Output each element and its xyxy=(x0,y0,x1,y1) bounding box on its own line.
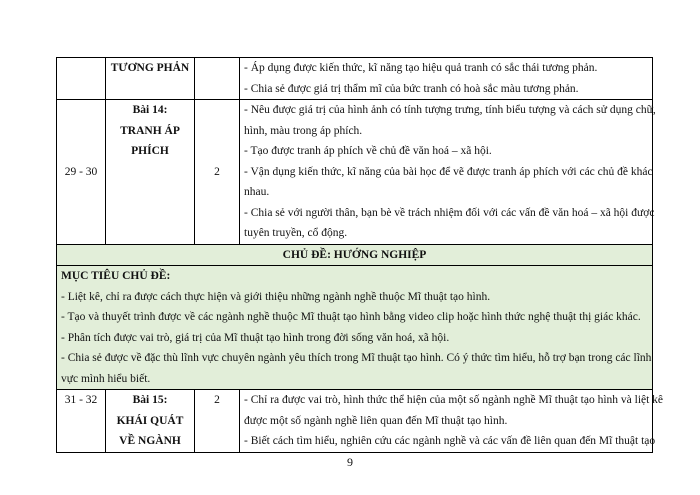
hours-cell xyxy=(195,58,240,100)
content-line: - Chỉ ra được vai trò, hình thức thể hiện của một số ngành nghề Mĩ thuật tạo hình và liệt kê xyxy=(244,394,664,406)
goal-line: - Tạo và thuyết trình được về các ngành nghề thuộc Mĩ thuật tạo hình bằng video clip hoặc hình thức nghệ thuật thị giác khác. xyxy=(61,311,641,323)
hours-cell: 2 xyxy=(195,100,240,245)
curriculum-table xyxy=(56,57,664,453)
period-cell: 29 - 30 xyxy=(57,100,106,245)
content-line: - Nêu được giá trị của hình ảnh có tính tượng trưng, tính biểu tượng và cách sử dụng chữ, xyxy=(244,104,656,116)
content-cell xyxy=(240,58,653,100)
content-line: - Tạo được tranh áp phích về chủ đề văn hoá – xã hội. xyxy=(244,145,492,157)
topic-title: CHỦ ĐỀ: HƯỚNG NGHIỆP xyxy=(57,244,653,266)
lesson-title-cell: TƯƠNG PHẢN xyxy=(106,58,195,100)
goal-line: - Liệt kê, chỉ ra được cách thực hiện và giới thiệu những ngành nghề thuộc Mĩ thuật tạo hình. xyxy=(61,290,491,303)
content-line: - Áp dụng được kiến thức, kĩ năng tạo hiệu quả tranh có sắc thái tương phản. xyxy=(244,62,598,74)
goal-heading: MỤC TIÊU CHỦ ĐỀ: xyxy=(61,270,171,282)
topic-goals-row xyxy=(57,266,653,390)
content-line: hình, màu trong áp phích. xyxy=(244,124,363,137)
period-cell xyxy=(57,58,106,100)
content-line: nhau. xyxy=(244,186,270,198)
table-row xyxy=(57,58,653,100)
lesson-title-cell: Bài 15: KHÁI QUÁT VỀ NGÀNH xyxy=(106,390,195,453)
content-line: - Vận dụng kiến thức, kĩ năng của bài học để vẽ được tranh áp phích với các chủ đề khác xyxy=(244,165,653,178)
topic-header-row xyxy=(57,244,653,266)
period-cell: 31 - 32 xyxy=(57,390,106,453)
hours-cell: 2 xyxy=(195,390,240,453)
table-row xyxy=(57,390,653,453)
table-row xyxy=(57,100,653,245)
content-line: được một số ngành nghề liên quan đến Mĩ thuật tạo hình. xyxy=(244,414,508,427)
goal-line: - Chia sẻ được về đặc thù lĩnh vực chuyên ngành yêu thích trong Mĩ thuật tạo hình. Có ý thức tìm hiểu, hỗ trợ bạn trong các lĩnh xyxy=(61,352,652,364)
content-line: tuyên truyền, cổ động. xyxy=(244,227,348,239)
content-cell xyxy=(240,100,656,245)
topic-goals-cell xyxy=(57,266,653,390)
page-number: 9 xyxy=(347,455,353,469)
goal-line: - Phân tích được vai trò, giá trị của Mĩ thuật tạo hình trong đời sống văn hoá, xã hội. xyxy=(61,331,450,344)
content-cell xyxy=(240,390,664,453)
content-line: - Chia sẻ được giá trị thẩm mĩ của bức tranh có hoà sắc màu tương phản. xyxy=(244,82,579,95)
lesson-title-cell: Bài 14: TRANH ÁP PHÍCH xyxy=(106,100,195,245)
content-line: - Biết cách tìm hiểu, nghiên cứu các ngành nghề và các vấn đề liên quan đến Mĩ thuật tạo xyxy=(244,435,656,447)
content-line: - Chia sẻ với người thân, bạn bè về trách nhiệm đối với các vấn đề văn hoá – xã hội được xyxy=(244,206,655,219)
goal-line: vực mình hiểu biết. xyxy=(61,372,151,385)
